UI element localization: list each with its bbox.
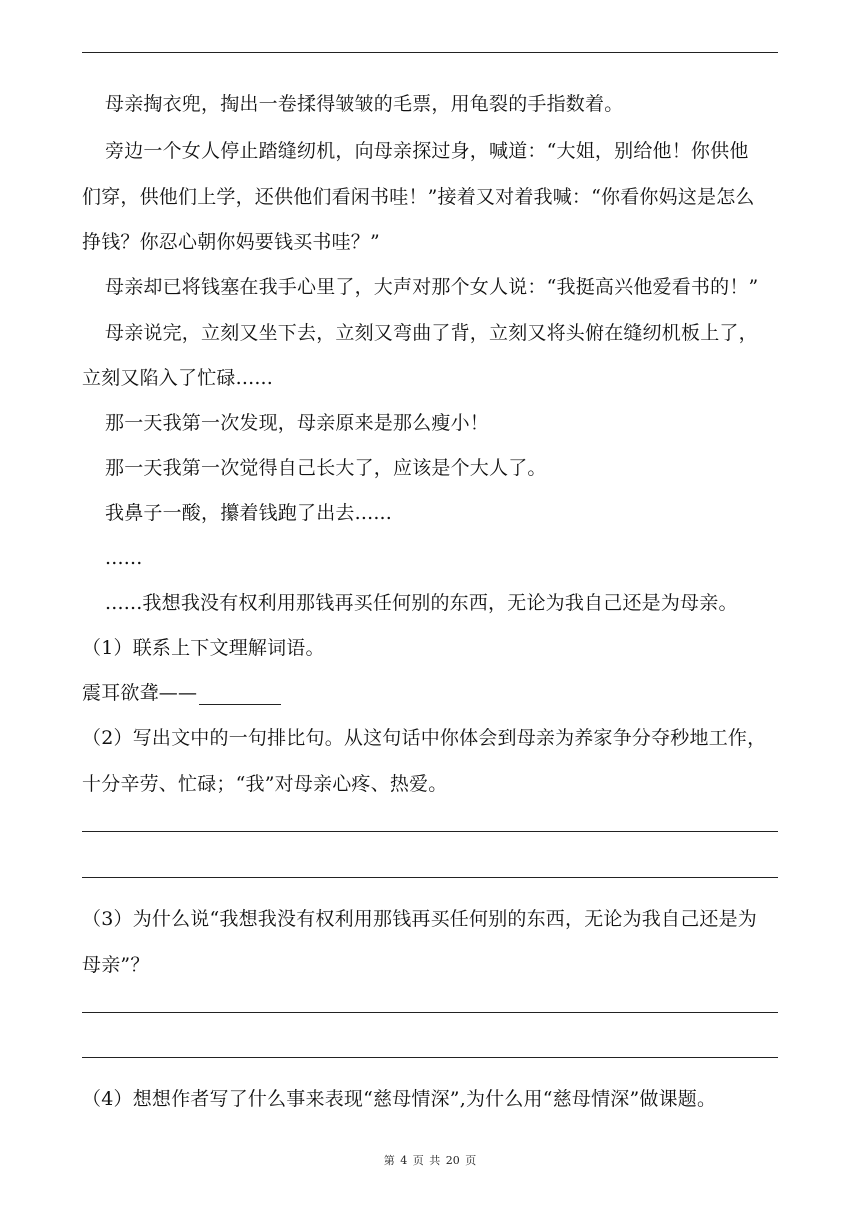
question-3-line-1: （3）为什么说“我想我没有权利用那钱再买任何别的东西，无论为我自己还是为 bbox=[82, 908, 758, 930]
question-2-line-1: （2）写出文中的一句排比句。从这句话中你体会到母亲为养家争分夺秒地工作， bbox=[82, 727, 767, 749]
answer-line-4[interactable] bbox=[82, 1057, 778, 1058]
text-line-5: 母亲却已将钱塞在我手心里了，大声对那个女人说：“我挺高兴他爱看书的！” bbox=[105, 276, 759, 298]
question-4: （4）想想作者写了什么事来表现“慈母情深”,为什么用“慈母情深”做课题。 bbox=[82, 1088, 717, 1110]
answer-line-3[interactable] bbox=[82, 1012, 778, 1013]
question-3-line-2: 母亲”？ bbox=[82, 954, 150, 976]
question-1-word-text: 震耳欲聋—— bbox=[82, 682, 198, 704]
text-line-6: 母亲说完，立刻又坐下去，立刻又弯曲了背，立刻又将头俯在缝纫机板上了， bbox=[105, 322, 758, 344]
text-line-9: 那一天我第一次觉得自己长大了，应该是个大人了。 bbox=[105, 457, 547, 479]
text-line-11: ...... bbox=[105, 547, 143, 569]
footer-total-pages: 20 bbox=[445, 1154, 460, 1167]
text-line-8: 那一天我第一次发现，母亲原来是那么瘦小！ bbox=[105, 412, 490, 434]
text-line-4: 挣钱？你忍心朝你妈要钱买书哇？” bbox=[82, 231, 380, 253]
question-1: （1）联系上下文理解词语。 bbox=[82, 637, 325, 659]
answer-blank[interactable] bbox=[199, 684, 281, 705]
text-line-2: 旁边一个女人停止踏缝纫机，向母亲探过身，喊道：“大姐，别给他！你供他 bbox=[105, 140, 749, 162]
footer-page-unit: 页 bbox=[412, 1154, 424, 1167]
text-line-7: 立刻又陷入了忙碌...... bbox=[82, 367, 274, 389]
question-1-word bbox=[82, 681, 782, 705]
page-footer bbox=[0, 1152, 860, 1168]
text-line-1: 母亲掏衣兜，掏出一卷揉得皱皱的毛票，用龟裂的手指数着。 bbox=[105, 93, 624, 115]
answer-line-2[interactable] bbox=[82, 877, 778, 878]
footer-total-unit: 页 bbox=[465, 1154, 477, 1167]
text-line-10: 我鼻子一酸，攥着钱跑了出去...... bbox=[105, 502, 393, 524]
footer-total-prefix: 共 bbox=[429, 1154, 441, 1167]
header-rule bbox=[82, 52, 778, 53]
text-line-3: 们穿，供他们上学，还供他们看闲书哇！”接着又对着我喊：“你看你妈这是怎么 bbox=[82, 186, 755, 208]
answer-line-1[interactable] bbox=[82, 831, 778, 832]
footer-page-number: 4 bbox=[400, 1154, 408, 1167]
footer-prefix: 第 bbox=[383, 1154, 395, 1167]
question-2-line-2: 十分辛劳、忙碌；“我”对母亲心疼、热爱。 bbox=[82, 773, 448, 795]
text-line-12: ......我想我没有权利用那钱再买任何别的东西，无论为我自己还是为母亲。 bbox=[105, 592, 738, 614]
